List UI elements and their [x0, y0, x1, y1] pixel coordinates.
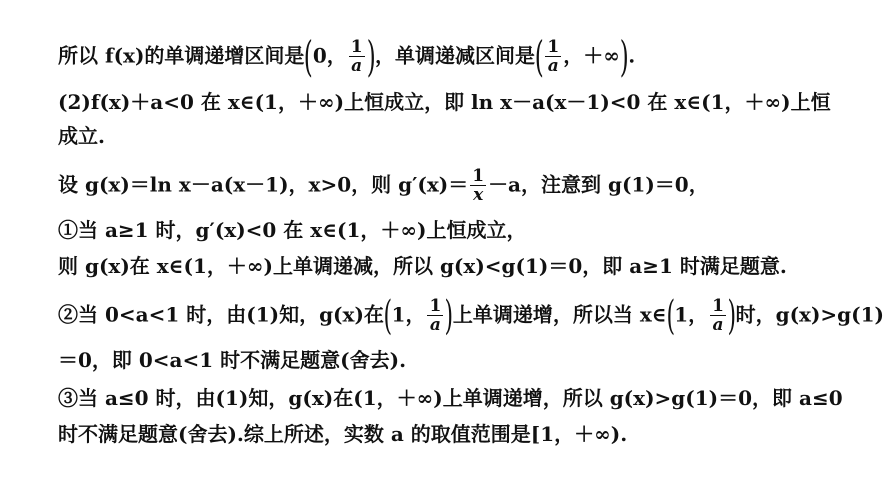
text: ②当 0<a<1 时，由(1)知，g(x)在 — [58, 302, 384, 327]
fraction — [545, 39, 561, 75]
denominator: a — [351, 56, 363, 76]
text: 0， — [312, 43, 347, 68]
numerator: 1 — [547, 37, 560, 57]
fraction — [710, 298, 726, 334]
left-paren: ( — [534, 32, 544, 81]
numerator: 1 — [350, 37, 363, 57]
numerator: 1 — [472, 166, 485, 186]
denominator: a — [429, 315, 441, 335]
line-7 — [58, 293, 884, 339]
line-8: ＝0，即 0<a<1 时不满足题意(舍去). — [58, 348, 407, 372]
text: 时，g(x)>g(1) — [735, 302, 884, 327]
line-4 — [58, 168, 709, 204]
numerator: 1 — [429, 296, 442, 316]
text: 上单调递增，所以当 x∈ — [452, 302, 667, 327]
left-paren: ( — [383, 293, 393, 339]
line-2: (2)f(x)＋a<0 在 x∈(1，＋∞)上恒成立，即 ln x－a(x－1)<0 在 x∈(1，＋∞)上恒 — [58, 90, 831, 114]
text: 1， — [391, 302, 426, 327]
text: 设 g(x)＝ln x－a(x－1)，x>0，则 g′(x)＝ — [58, 172, 469, 197]
line-10: 时不满足题意(舍去).综上所述，实数 a 的取值范围是[1，＋∞). — [58, 422, 628, 446]
text: －a，注意到 g(1)＝0， — [488, 172, 709, 197]
denominator: a — [547, 56, 559, 76]
fraction — [427, 298, 443, 334]
fraction — [470, 168, 486, 204]
text: ，＋∞ — [563, 43, 620, 68]
line-1 — [58, 32, 636, 81]
right-paren: ) — [366, 32, 376, 81]
line-5: ①当 a≥1 时，g′(x)<0 在 x∈(1，＋∞)上恒成立， — [58, 218, 527, 242]
fraction — [349, 39, 365, 75]
numerator: 1 — [712, 296, 724, 316]
line-3: 成立. — [58, 124, 105, 148]
right-paren: ) — [444, 293, 454, 339]
denominator: x — [473, 185, 484, 205]
text: 所以 f(x)的单调递增区间是 — [58, 43, 305, 68]
text: 1， — [674, 302, 709, 327]
left-paren: ( — [666, 293, 675, 339]
text: . — [628, 43, 636, 68]
text: ，单调递减区间是 — [374, 43, 535, 68]
right-paren: ) — [727, 293, 737, 339]
right-paren: ) — [619, 32, 629, 81]
left-paren: ( — [304, 32, 314, 81]
line-9: ③当 a≤0 时，由(1)知，g(x)在(1，＋∞)上单调递增，所以 g(x)>g(1)＝0，即 a≤0 — [58, 386, 843, 410]
line-6: 则 g(x)在 x∈(1，＋∞)上单调递减，所以 g(x)<g(1)＝0，即 a≥1 时满足题意. — [58, 254, 787, 278]
denominator: a — [712, 315, 724, 335]
